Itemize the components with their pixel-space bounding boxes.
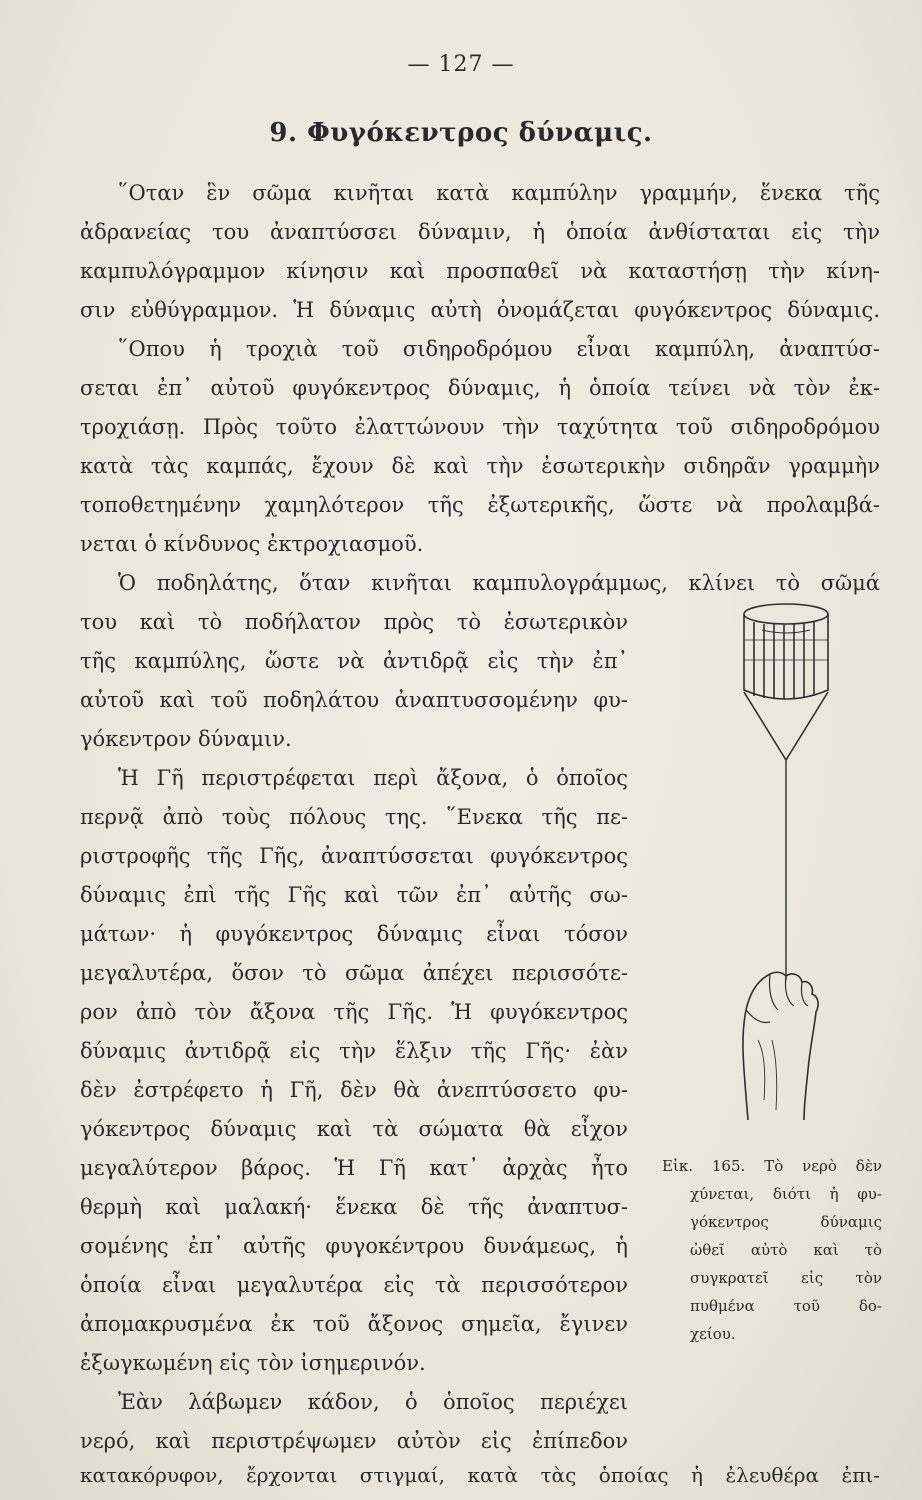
text-line: Ἡ Γῆ περιστρέφεται περὶ ἄξονα, ὁ ὁποῖος (118, 766, 628, 790)
text-line: δύναμις ἀντιδρᾷ εἰς τὴν ἕλξιν τῆς Γῆς· ἐὰν (80, 1039, 628, 1063)
text-line: κατακόρυφον, ἔρχονται στιγμαί, κατὰ τὰς ὁποίας ἡ ἐλευθέρα ἐπι- (80, 1463, 880, 1487)
text-line: ἀδρανείας του ἀναπτύσσει δύναμιν, ἡ ὁποία ἀνθίσταται εἰς τὴν (80, 220, 880, 244)
text-line: μεγαλύτερον βάρος. Ἡ Γῆ κατ᾽ ἀρχὰς ἦτο (80, 1156, 628, 1180)
caption-line: πυθμένα τοῦ δο- (690, 1297, 882, 1315)
caption-line: ὠθεῖ αὐτὸ καὶ τὸ (690, 1241, 882, 1259)
text-line: δὲν ἐστρέφετο ἡ Γῆ, δὲν θὰ ἀνεπτύσσετο φυ- (80, 1078, 628, 1102)
text-line: νερό, καὶ περιστρέψωμεν αὐτὸν εἰς ἐπίπεδον (80, 1429, 628, 1453)
text-line: ριστροφῆς τῆς Γῆς, ἀναπτύσσεται φυγόκεντρος (80, 844, 628, 868)
bucket-rim (744, 604, 828, 624)
text-line: του καὶ τὸ ποδήλατον πρὸς τὸ ἐσωτερικὸν (80, 610, 628, 634)
text-line: περνᾷ ἀπὸ τοὺς πόλους της. ῞Ενεκα τῆς πε- (80, 805, 628, 829)
text-line: μάτων· ἡ φυγόκεντρος δύναμις εἶναι τόσον (80, 922, 628, 946)
text-line: καμπυλόγραμμον κίνησιν καὶ προσπαθεῖ νὰ καταστήσῃ τὴν κίνη- (80, 259, 880, 283)
caption-line: συγκρατεῖ εἰς τὸν (690, 1269, 882, 1287)
text-line: ὁποία εἶναι μεγαλυτέρα εἰς τὰ περισσότερον (80, 1273, 628, 1297)
text-line: Ἐὰν λάβωμεν κάδον, ὁ ὁποῖος περιέχει (118, 1390, 628, 1414)
text-line: αὐτοῦ καὶ τοῦ ποδηλάτου ἀναπτυσσομένην φυ- (80, 688, 628, 712)
caption-line: χύνεται, διότι ἡ φυ- (690, 1185, 882, 1203)
caption-line: Εἰκ. 165. Τὸ νερὸ δὲν (662, 1157, 882, 1175)
text-line: σομένης ἐπ᾽ αὐτῆς φυγοκέντρου δυνάμεως, ἡ (80, 1234, 628, 1258)
text-line: ἐξωγκωμένη εἰς τὸν ἰσημερινόν. (80, 1351, 426, 1375)
hand-outline (743, 972, 818, 1120)
text-line: ἀπομακρυσμένα ἐκ τοῦ ἄξονος σημεῖα, ἔγινεν (80, 1312, 628, 1336)
text-line: ῞Οταν ἓν σῶμα κινῆται κατὰ καμπύλην γραμμήν, ἕνεκα τῆς (118, 181, 880, 205)
text-line: τοποθετημένην χαμηλότερον τῆς ἐξωτερικῆς, ὥστε νὰ προλαμβά- (80, 493, 880, 517)
text-line: ρον ἀπὸ τὸν ἄξονα τῆς Γῆς. Ἡ φυγόκεντρος (80, 1000, 628, 1024)
text-line: νεται ὁ κίνδυνος ἐκτροχιασμοῦ. (80, 532, 424, 556)
text-line: κατὰ τὰς καμπάς, ἔχουν δὲ καὶ τὴν ἐσωτερικὴν σιδηρᾶν γραμμὴν (80, 454, 880, 478)
text-line: ῞Οπου ἡ τροχιὰ τοῦ σιδηροδρόμου εἶναι καμπύλη, ἀναπτύσ- (118, 337, 880, 361)
caption-line: χείου. (690, 1325, 736, 1343)
page-number: — 127 — (407, 52, 515, 77)
figure-caption (662, 1152, 882, 1348)
text-line: Ὁ ποδηλάτης, ὅταν κινῆται καμπυλογράμμως, κλίνει τὸ σῶμά (118, 571, 880, 595)
text-line: σεται ἐπ᾽ αὐτοῦ φυγόκεντρος δύναμις, ἡ ὁποία τείνει νὰ τὸν ἐκ- (80, 376, 880, 400)
text-line: μεγαλυτέρα, ὅσον τὸ σῶμα ἀπέχει περισσότε- (80, 961, 628, 985)
text-line: σιν εὐθύγραμμον. Ἡ δύναμις αὐτὴ ὀνομάζεται φυγόκεντρος δύναμις. (80, 298, 880, 322)
text-line: γόκεντρος δύναμις καὶ τὰ σώματα θὰ εἶχον (80, 1117, 628, 1141)
text-line: δύναμις ἐπὶ τῆς Γῆς καὶ τῶν ἐπ᾽ αὐτῆς σω- (80, 883, 628, 907)
text-line: τῆς καμπύλης, ὥστε νὰ ἀντιδρᾷ εἰς τὴν ἐπ᾽ (80, 649, 628, 673)
bail-right (786, 692, 828, 760)
text-line: τροχιάσῃ. Πρὸς τοῦτο ἐλαττώνουν τὴν ταχύτητα τοῦ σιδηροδρόμου (80, 415, 880, 439)
bail-left (744, 692, 786, 760)
caption-line: γόκεντρος δύναμις (690, 1213, 882, 1231)
text-line: γόκεντρον δύναμιν. (80, 727, 292, 751)
bucket-body (744, 614, 828, 699)
section-title: 9. Φυγόκεντρος δύναμις. (269, 118, 653, 148)
bucket-hand-illustration (718, 600, 878, 1120)
text-line: θερμὴ καὶ μαλακή· ἕνεκα δὲ τῆς ἀναπτυσ- (80, 1195, 628, 1219)
